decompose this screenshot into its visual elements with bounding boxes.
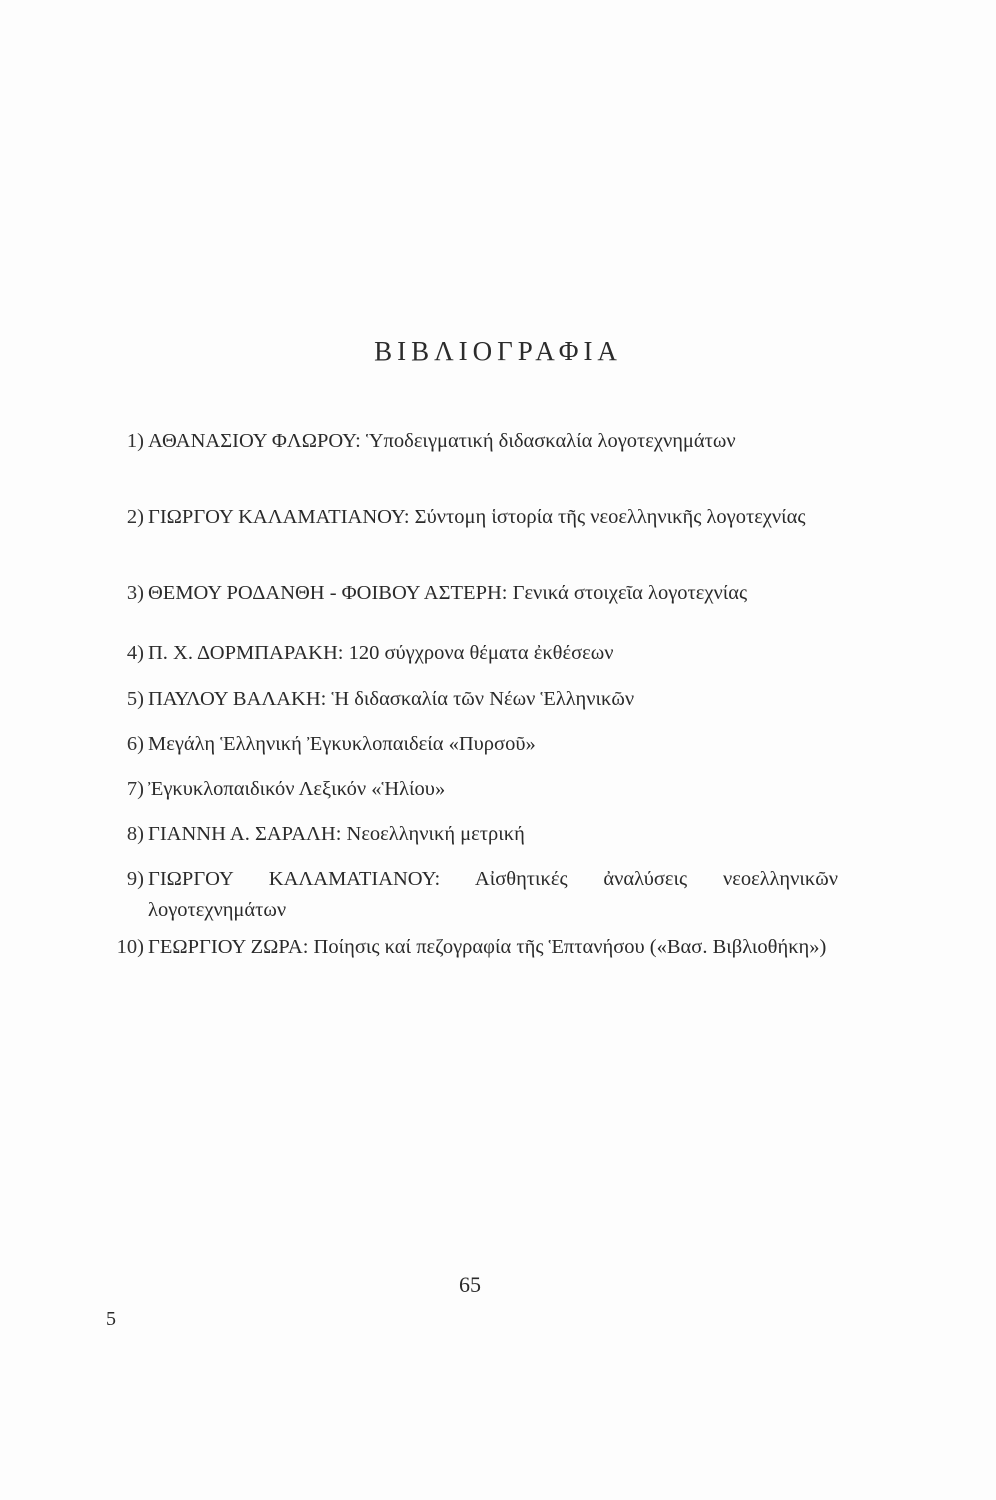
page-number: 65 — [459, 1272, 481, 1297]
entry-text: ΓΕΩΡΓΙΟΥ ΖΩΡΑ: Ποίησις καί πεζογραφία τῆς Ἑπτανήσου («Βασ. Βιβλιοθήκη») — [148, 936, 827, 958]
entry-text: ΓΙΩΡΓΟΥ ΚΑΛΑΜΑΤΙΑΝΟΥ: Σύντομη ἱστορία τῆς νεοελληνικῆς λογοτεχνίας — [148, 506, 806, 528]
entry-number: 6) — [126, 733, 144, 755]
entry-number: 2) — [126, 506, 144, 528]
entry-text: ΓΙΩΡΓΟΥ ΚΑΛΑΜΑΤΙΑΝΟΥ: Αἰσθητικές ἀναλύσεις νεοελληνικῶν λογοτεχνημάτων — [148, 868, 838, 921]
entry-number: 1) — [126, 430, 144, 452]
entry-text: ΓΙΑΝΝΗ Α. ΣΑΡΑΛΗ: Νεοελληνική μετρική — [148, 823, 525, 845]
signature-mark: 5 — [106, 1308, 116, 1330]
entry-number: 4) — [126, 642, 144, 664]
entry-text: Π. Χ. ΔΟΡΜΠΑΡΑΚΗ: 120 σύγχρονα θέματα ἐκθέσεων — [148, 642, 614, 664]
entry-number: 9) — [126, 868, 144, 890]
entry-text: Ἐγκυκλοπαιδικόν Λεξικόν «Ἡλίου» — [148, 778, 446, 800]
entry-text: Μεγάλη Ἑλληνική Ἐγκυκλοπαιδεία «Πυρσοῦ» — [148, 733, 536, 755]
entry-text: ΠΑΥΛΟΥ ΒΑΛΑΚΗ: Ἡ διδασκαλία τῶν Νέων Ἑλληνικῶν — [148, 688, 635, 710]
page-title: ΒΙΒΛΙΟΓΡΑΦΙΑ — [374, 336, 622, 366]
entry-number: 8) — [126, 823, 144, 845]
entry-text: ΘΕΜΟΥ ΡΟΔΑΝΘΗ - ΦΟΙΒΟΥ ΑΣΤΕΡΗ: Γενικά στοιχεῖα λογοτεχνίας — [148, 582, 748, 604]
entry-number: 3) — [126, 582, 144, 604]
entry-number: 7) — [126, 778, 144, 800]
entry-number: 5) — [126, 688, 144, 710]
entry-text: ΑΘΑΝΑΣΙΟΥ ΦΛΩΡΟΥ: Ὑποδειγματική διδασκαλία λογοτεχνημάτων — [148, 430, 736, 452]
entry-number: 10) — [116, 936, 144, 958]
